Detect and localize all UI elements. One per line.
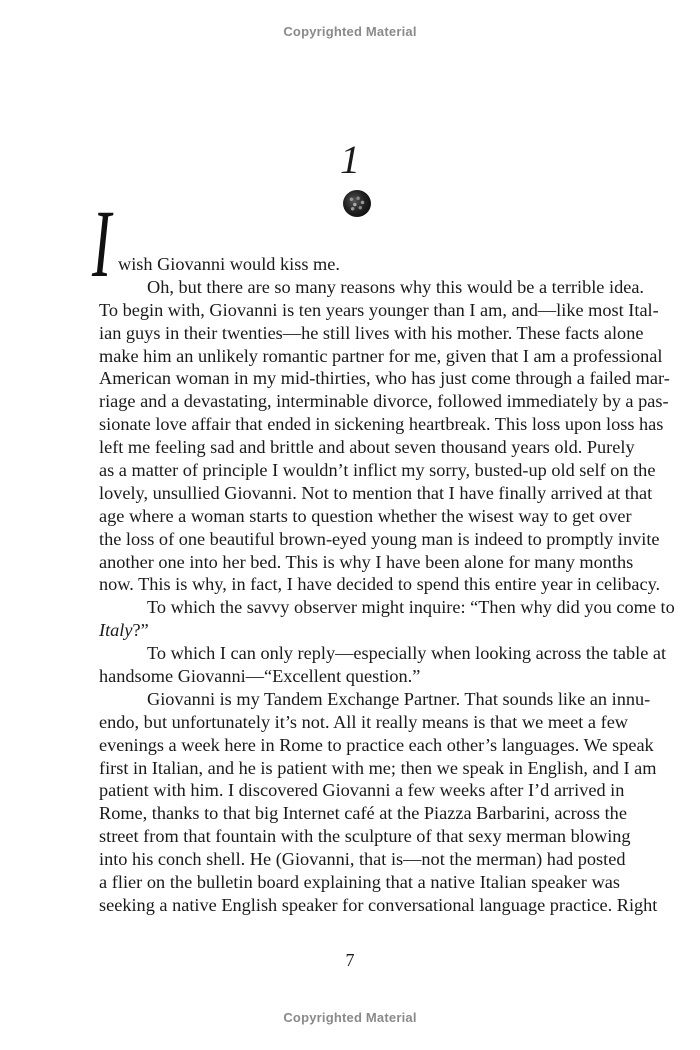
text-line: street from that fountain with the sculpture of that sexy merman blowing — [99, 826, 631, 847]
text-line: sionate love affair that ended in sickening heartbreak. This loss upon loss has — [99, 414, 664, 435]
text-line: first in Italian, and he is patient with me; then we speak in English, and I am — [99, 757, 657, 778]
text-line: make him an unlikely romantic partner for me, given that I am a professional — [99, 345, 663, 366]
body-text — [99, 253, 675, 917]
circular-ornament-icon — [343, 190, 371, 217]
text-line: handsome Giovanni—“Excellent question.” — [99, 666, 421, 687]
drop-cap: I — [92, 190, 112, 297]
chapter-number: 1 — [340, 137, 360, 182]
text-line: Giovanni is my Tandem Exchange Partner. That sounds like an innu- — [147, 688, 651, 709]
text-line: To which I can only reply—especially when looking across the table at — [147, 643, 667, 664]
text-line: Rome, thanks to that big Internet café at the Piazza Barbarini, across the — [99, 803, 627, 824]
text-line: another one into her bed. This is why I have been alone for many months — [99, 551, 634, 572]
text-line: seeking a native English speaker for conversational language practice. Right — [99, 894, 658, 915]
text-line: left me feeling sad and brittle and about seven thousand years old. Purely — [99, 437, 635, 458]
text-line: evenings a week here in Rome to practice each other’s languages. We speak — [99, 734, 654, 755]
text-line — [99, 619, 620, 642]
text-line: ian guys in their twenties—he still lives with his mother. These facts alone — [99, 322, 644, 343]
copyright-watermark-bottom: Copyrighted Material — [283, 1010, 417, 1025]
text-line: a flier on the bulletin board explaining that a native Italian speaker was — [99, 872, 620, 893]
italic-word: Italy — [99, 620, 133, 641]
page-number: 7 — [345, 950, 355, 970]
text-line: wish Giovanni would kiss me. — [118, 254, 340, 274]
text-line: the loss of one beautiful brown-eyed young man is indeed to promptly invite — [99, 528, 660, 549]
text-line: Oh, but there are so many reasons why this would be a terrible idea. — [147, 276, 645, 297]
text-line: as a matter of principle I wouldn’t inflict my sorry, busted-up old self on the — [99, 460, 656, 481]
text-line: patient with him. I discovered Giovanni a few weeks after I’d arrived in — [99, 780, 625, 801]
text-line: into his conch shell. He (Giovanni, that is—not the merman) had posted — [99, 849, 626, 870]
text-line: riage and a devastating, interminable divorce, followed immediately by a pas- — [99, 391, 669, 412]
text-line: now. This is why, in fact, I have decided to spend this entire year in celibacy. — [99, 574, 661, 595]
text-line: To which the savvy observer might inquire: “Then why did you come to — [147, 597, 675, 618]
text-fragment: ?” — [132, 620, 149, 641]
text-line: lovely, unsullied Giovanni. Not to mention that I have finally arrived at that — [99, 482, 653, 503]
text-line: American woman in my mid-thirties, who has just come through a failed mar- — [99, 368, 670, 389]
text-line: endo, but unfortunately it’s not. All it really means is that we meet a few — [99, 711, 629, 732]
text-line: To begin with, Giovanni is ten years younger than I am, and—like most Ital- — [99, 299, 659, 320]
copyright-watermark-top: Copyrighted Material — [283, 24, 417, 39]
text-line: age where a woman starts to question whether the wisest way to get over — [99, 505, 632, 526]
